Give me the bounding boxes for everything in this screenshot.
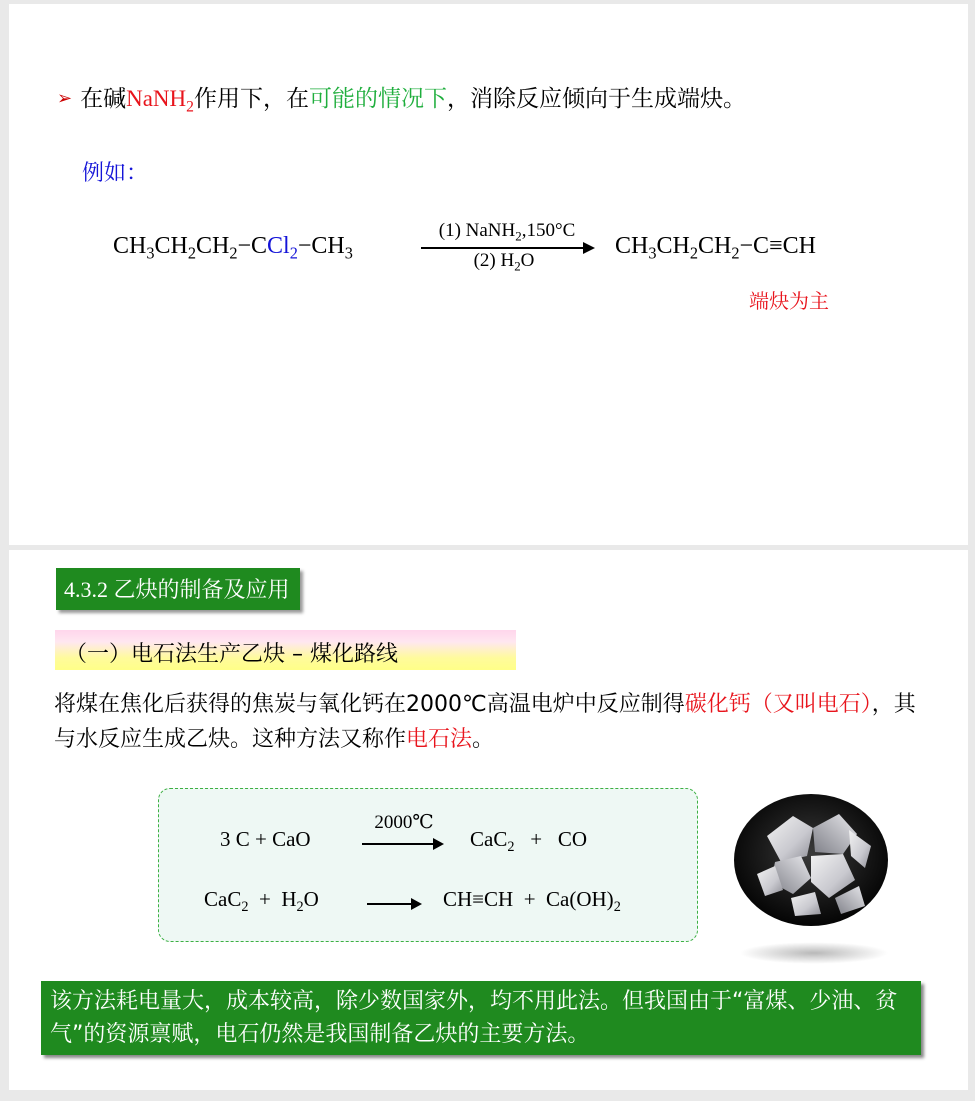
bullet-arrow-icon: ➢ (57, 88, 73, 109)
equation-2-arrow (367, 903, 415, 905)
condition-below: (2) $H_2O$ (473, 250, 535, 274)
bullet-middle: 作用下，在 (193, 86, 309, 112)
reagent-naNH2: NaNH$_2$ (126, 86, 194, 116)
section-title: 4.3.2 乙炔的制备及应用 (56, 568, 300, 610)
terminal-alkyne-note: 端炔为主 (749, 289, 829, 313)
condition-above: (1) NaNH$_2$,150°C (438, 220, 576, 244)
equation-2-arrowhead-icon (411, 898, 422, 910)
equation-1-reactants: 3 C + CaO (220, 827, 311, 851)
bullet-suffix: ，消除反应倾向于生成端炔。 (446, 86, 746, 112)
example-label: 例如： (82, 161, 149, 186)
reaction-conditions (421, 220, 593, 274)
summary-box: 该方法耗电量大，成本较高，除少数国家外，均不用此法。但我国由于“富煤、少油、贫气”的资源禀赋，电石仍然是我国制备乙炔的主要方法。 (41, 981, 921, 1055)
equations-box (158, 788, 698, 942)
image-shadow (739, 942, 889, 964)
slide-2 (9, 550, 968, 1090)
bullet-line (57, 80, 746, 116)
equation-2-products: $CH\equiv CH + Ca(OH)_2$ (443, 887, 621, 915)
bullet-prefix: 在碱 (80, 86, 127, 112)
equation-1-condition: 2000℃ (374, 812, 434, 833)
equation-2-reactants: $CaC_2 + H_2O$ (204, 887, 319, 915)
slide-1 (9, 4, 968, 545)
product-formula: $CH_3CH_2CH_2-C\equiv CH$ (615, 233, 816, 263)
equation-1-products: CaC$_2$ + CO (470, 827, 587, 855)
subsection-title: （一）电石法生产乙炔 – 煤化路线 (55, 630, 516, 670)
calcium-carbide-photo (731, 790, 891, 930)
intro-paragraph: 将煤在焦化后获得的焦炭与氧化钙在2000℃高温电炉中反应制得碳化钙（又叫电石），其与水反应生成乙炔。这种方法又称作电石法。 (54, 692, 916, 752)
reactant-formula: $CH_3CH_2CH_2-CCl_2-CH_3$ (113, 233, 353, 263)
reaction-arrow (421, 247, 587, 249)
equation-1-arrowhead-icon (433, 838, 444, 850)
bullet-highlight: 可能的情况下 (308, 86, 447, 112)
equation-1-arrow (362, 843, 438, 845)
